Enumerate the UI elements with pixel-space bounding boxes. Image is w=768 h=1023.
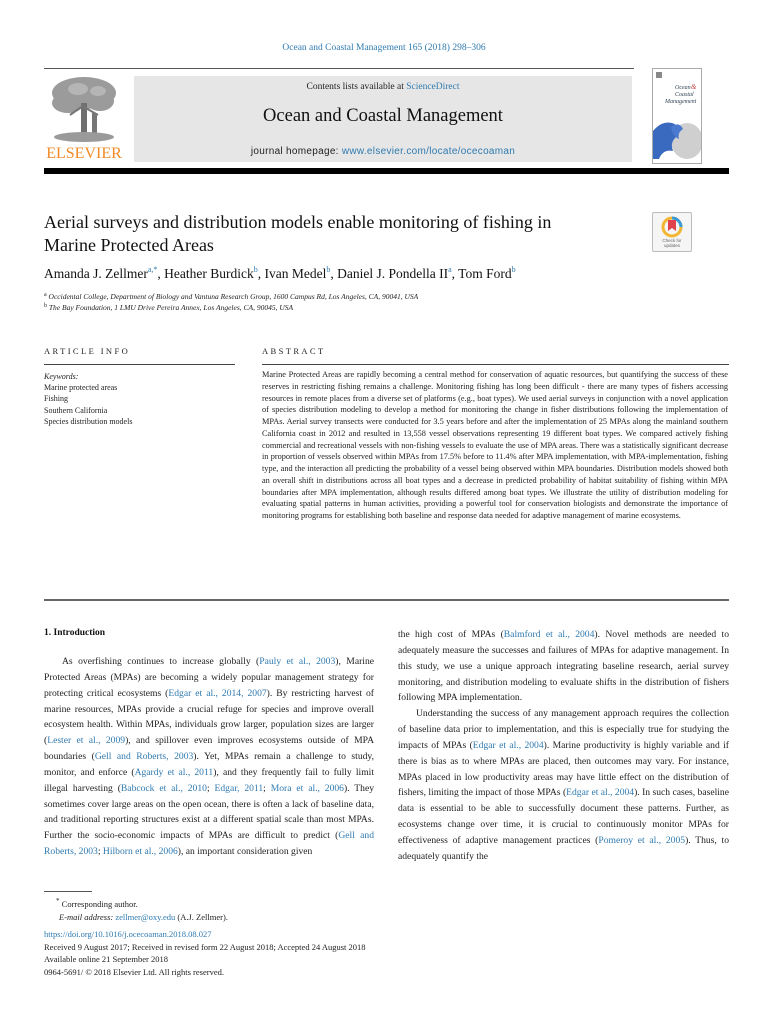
intro-paragraph-2 [398,706,729,864]
citation-link[interactable]: Mora et al., 2006 [270,782,344,794]
keyword-item[interactable]: Fishing [44,394,69,404]
affiliation-text: The Bay Foundation, 1 LMU Drive Pereira Annex, Los Angeles, CA, 90045, USA [48,303,294,312]
author-name[interactable]: Daniel J. Pondella II [337,266,449,281]
section-heading-introduction: 1. Introduction [44,628,106,638]
body-text: As overfishing continues to increase globally ( [62,656,260,667]
available-online-date: Available online 21 September 2018 [44,954,169,965]
author-affiliation-mark[interactable]: b [253,265,258,274]
affiliation-mark: a [44,292,47,298]
author-separator: , [257,266,265,281]
body-text: ), and they frequently fail to fully limit illegal harvesting ( [44,766,374,794]
keyword-item[interactable]: Marine protected areas [44,383,118,393]
author-separator: , [157,266,165,281]
journal-cover-image-icon [653,69,701,163]
corresponding-author-note [56,895,228,911]
citation-link[interactable]: Babcock et al., 2010 [120,782,207,794]
citation-link[interactable]: Balmford et al., 2004 [503,629,595,640]
body-text: ; [97,846,103,858]
author-affiliation-mark[interactable]: a [448,265,452,274]
svg-text:&: & [691,83,697,91]
sciencedirect-link[interactable]: ScienceDirect [406,82,460,92]
article-title-line-1: Aerial surveys and distribution models enable monitoring of fishing in [44,212,552,232]
citation-link[interactable]: Agardy et al., 2011 [134,766,214,778]
author-separator: , [330,266,338,281]
journal-homepage-line [134,146,632,157]
contents-prefix: Contents lists available at [306,82,407,92]
body-text: ). Yet, MPAs remain a challenge to study, monitor, and enforce ( [44,751,374,778]
affiliation-a [44,292,418,301]
homepage-prefix: journal homepage: [250,146,342,157]
body-text: ). Novel methods are needed to adequately measure the successes and failures of MPAs for adaptive management. In this study, we use a unique approach integrating baseline research, aerial survey monitoring, and distribution modeling to evaluate shifts in the distribution of fishers following MPA implementation. [398,629,729,704]
body-text: ). Thus, to adequately quantify the [398,834,730,862]
email-suffix: (A.J. Zellmer). [175,911,228,922]
check-for-updates-button[interactable] [652,212,692,252]
author-name[interactable]: Ivan Medel [264,266,327,281]
abstract-text: Marine Protected Areas are rapidly becoming a central method for conservation of aquatic resources, but quantifying the success of these reserves in restricting fishing remains a challenge. Monitoring fishing has long been difficult - there are many types of fishers accessing resources in remote places from a diverse set of platforms (e.g., boat types). We used aerial surveys in conjunction with a novel application of species distribution modeling to develop a method for monitoring the change in fisher distributions following the implementation of MPAs. Aerial survey transects were conducted for 3.5 years before and after the implementation of 25 MPAs along the mainland southern California coast in 2012 and resulted in 13,558 vessel observations representing 19 different boat types. We compared actively fishing commercial and recreational vessels with non-fishing vessels to evaluate the use of MPA areas. There was a statistically significant decrease in proportion of vessels observed within MPAs from 17.5% before to 11.4% after MPA implementation, with MPA-implementation, fishing type, and the interaction all predicting the probability of a vessel being observed within MPA boundaries. Distribution models showed both an overall shift in distributions across all boat types and a decrease in predicted probability of habitat suitability of fishing within MPA boundaries after MPA implementation, although results differed among boat types. We illustrate the utility of distribution modeling for evaluating spatial patterns in human activities, providing a powerful tool for conservation biologists and demonstrate the importance of monitoring programs for establishing both baseline and response data needed for adaptive management of marine ecosystems. [262,370,728,520]
journal-banner [134,76,632,162]
affiliation-mark: b [44,303,47,309]
keyword-item[interactable]: Species distribution models [44,416,133,426]
author-affiliation-mark[interactable]: b [326,265,331,274]
header-top-rule [44,68,634,69]
doi-link[interactable]: https://doi.org/10.1016/j.ocecoaman.2018.08.027 [44,929,212,939]
author-affiliation-mark[interactable]: a,* [147,265,158,274]
front-matter-bottom-rule [44,599,729,601]
keywords-block [44,371,234,427]
body-text: ; [263,782,271,794]
publication-info [44,928,366,978]
crossmark-label-1: Check for [662,238,682,243]
intro-paragraph-1-continued [398,627,729,706]
footnote-mark: * [56,897,60,905]
citation-link[interactable]: Gell and Roberts, 2003 [44,830,374,858]
body-text: ). By restricting harvest of marine resources, MPAs provide a crucial refuge for species and improve overall ecosystem health. Within MPAs, individuals grow larger, population sizes are larger ( [44,687,374,747]
crossmark-icon [653,213,691,251]
copyright-notice: 0964-5691/ © 2018 Elsevier Ltd. All rights reserved. [44,966,224,977]
journal-homepage-link[interactable]: www.elsevier.com/locate/ocecoaman [341,146,516,157]
body-text: ). Marine productivity is highly variable and if there is bias as to where MPAs are placed, then outcomes may vary. For instance, MPAs placed in low productivity areas may have little effect on the distribution of fishers, limiting the impact of those MPAs ( [398,739,729,799]
crossmark-label-2: updates [663,243,681,248]
author-list [44,265,664,282]
body-column-left [44,654,374,860]
footnotes [56,895,228,924]
elsevier-logo[interactable] [44,75,124,167]
body-text: ). In such cases, baseline data is essential to be able to successfully document these patterns. Further, as ecosystems change over time, it is crucial to continuously monitor MPAs for effectiveness of adaptive management practices ( [398,787,729,846]
elsevier-wordmark: ELSEVIER [46,145,122,162]
body-text: ), an important consideration given [177,846,313,858]
citation-link[interactable]: Pomeroy et al., 2005 [598,834,686,846]
keywords-label: Keywords: [44,372,79,381]
svg-text:Management: Management [665,99,697,105]
affiliation-b [44,303,293,312]
citation-link[interactable]: Edgar, 2011 [214,782,264,794]
body-text: ), Marine Protected Areas (MPAs) are becoming a widely popular management strategy for protecting critical ecosystems ( [44,656,374,699]
journal-reference-link[interactable]: Ocean and Coastal Management 165 (2018) 298–306 [282,43,486,53]
contents-available-line [134,82,632,92]
email-link[interactable]: zellmer@oxy.edu [115,911,176,922]
author-name[interactable]: Tom Ford [458,266,512,281]
elsevier-tree-icon [48,75,120,143]
body-text: ; [206,782,215,794]
body-text: the high cost of MPAs ( [398,629,504,640]
article-info-heading: ARTICLE INFO [44,346,131,356]
citation-link[interactable]: Lester et al., 2009 [47,735,126,747]
body-text: ), and spillover even improves ecosystems outside of MPA boundaries ( [44,735,375,763]
article-info-rule [44,364,235,365]
author-separator: , [451,266,459,281]
citation-link[interactable]: Gell and Roberts, 2003 [94,751,194,763]
email-note [56,911,228,924]
footnote-text: Corresponding author. [59,898,138,909]
affiliation-text: Occidental College, Department of Biology and Vantuna Research Group, 1600 Campus Rd, Los Angeles, CA, 90041, USA [48,292,419,301]
journal-name: Ocean and Coastal Management [263,106,503,126]
article-title-line-2: Marine Protected Areas [44,235,214,255]
article-title [44,211,624,257]
header-black-bar [44,168,729,174]
citation-link[interactable]: Edgar et al., 2004 [472,739,544,751]
body-text: Understanding the success of any management approach requires the collection of baseline data prior to implementation, and this is especially true for studying the impacts of MPAs ( [398,708,729,751]
article-history: Received 9 August 2017; Received in revised form 22 August 2018; Accepted 24 August 2018 [44,941,366,952]
body-column-right [398,627,729,865]
abstract-heading: ABSTRACT [262,346,326,356]
keyword-item[interactable]: Southern California [44,405,108,415]
abstract-rule [262,364,729,365]
author-name[interactable]: Heather Burdick [164,266,254,281]
cover-title-1: Ocean [675,85,691,91]
author-affiliation-mark[interactable]: b [511,265,516,274]
citation-link[interactable]: Edgar et al., 2004 [566,787,635,799]
citation-link[interactable]: Edgar et al., 2014, 2007 [168,687,267,699]
journal-cover-thumbnail[interactable] [652,68,702,164]
author-name[interactable]: Amanda J. Zellmer [44,266,148,281]
body-text: ). They sometimes cover large areas on the open ocean, there is often a lack of baseline data, and traditional reporting structures exist at a different spatial scale than most MPAs. Further the socio-economic impacts of MPAs are difficult to predict ( [44,782,374,842]
citation-link[interactable]: Pauly et al., 2003 [259,656,336,667]
email-label: E-mail address: [59,911,116,922]
citation-link[interactable]: Hilborn et al., 2006 [102,846,178,858]
footnote-rule [44,891,92,892]
intro-paragraph-1 [44,654,374,860]
svg-text:Coastal: Coastal [675,92,694,98]
